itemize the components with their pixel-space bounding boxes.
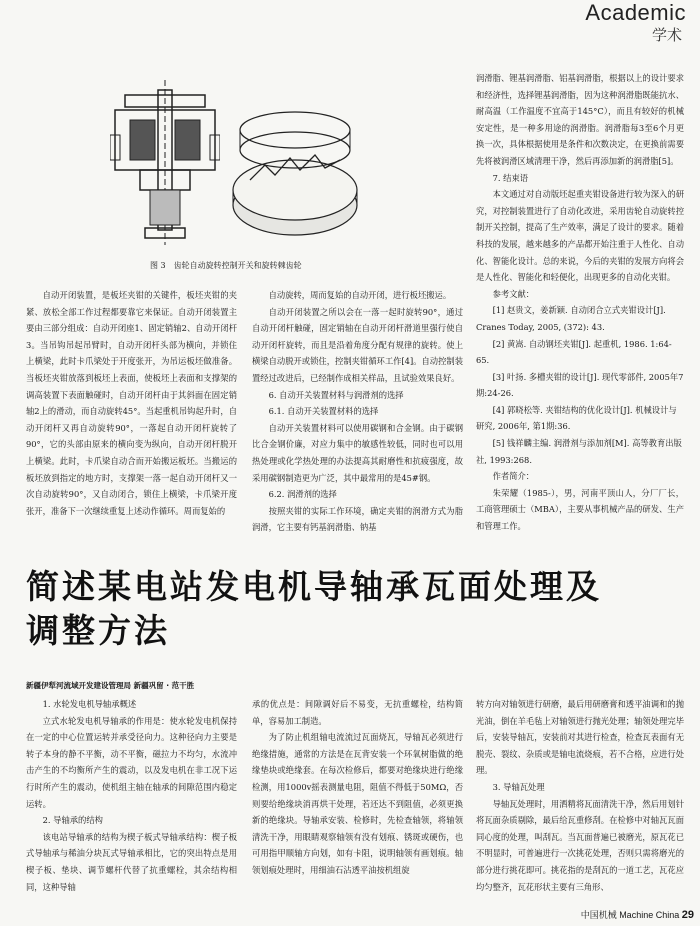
paragraph: 润滑脂、锂基润滑脂、铝基润滑脂，根据以上的设计要求和经济性，选择锂基润滑脂，因为这种润滑脂既能抗水、耐高温（工作温度不宜高于145°C），而且有较好的机械安定性，是一种多用途的润滑脂。润滑脂每3至6个月更换一次，具体根据使用是条件和次数决定，在更换前需要先将被润滑区域清理干净，然后再添加新的润滑脂[5]。 <box>476 73 684 166</box>
footer-journal: 中国机械 Machine China <box>580 910 680 920</box>
reference-item: [1] 赵贵文，姜新颖. 自动闭合立式夹钳设计[J]. Cranes Today, 2005, (372): 43. <box>476 305 666 332</box>
top-column-1 <box>26 287 237 519</box>
section-heading: 1. 水轮发电机导轴承概述 <box>42 699 137 709</box>
reference-item: [3] 叶扬. 多槽夹钳的设计[J]. 现代零部件, 2005年7期:24-26. <box>476 371 684 399</box>
paragraph: 承的优点是：间隙调好后不易变，无抗重螺栓，结构简单，容易加工制造。 <box>252 699 463 726</box>
section-heading: 2. 导轴承的结构 <box>42 815 103 826</box>
article-title <box>26 565 602 653</box>
paragraph: 本文通过对自动版坯起重夹钳设备进行较为深入的研究，对控制装置进行了自动化改进，采用齿轮自动旋转控制开关控制，提高了生产效率，满足了设计的要求。随着科技的发展，越来越多的产品都开始注重于人性化、自动化、智能化设计。总的来说，今后的夹钳的发展方向将会是人性化、智能化和轻便化，出现更多的自动化夹钳。 <box>476 189 684 283</box>
header-english: Academic <box>585 0 686 25</box>
paragraph: 转方向对轴领进行研磨，最后用研磨膏和透平油调和的抛光油，倒在羊毛毡上对轴领进行抛光处理；轴领处理完毕后，安装导轴瓦，安装前对其进行检查，检查瓦表面有无脱壳、裂纹、杂质或是轴电流烧痕，若不合格，应进行处理。 <box>476 699 684 776</box>
paragraph: 该电站导轴承的结构为楔子板式导轴承结构：楔子板式导轴承与稀油分块瓦式导轴承相比，它的突出特点是用楔子板、垫块、调节螺杆代替了抗重螺栓，其余结构相同，这种导轴 <box>26 831 237 892</box>
header-chinese: 学术 <box>651 26 682 44</box>
author-bio-heading: 作者简介： <box>492 471 535 482</box>
section-heading: 6. 自动开关装置材料与润滑剂的选择 <box>268 389 404 400</box>
section-heading: 7. 结束语 <box>492 172 529 183</box>
page-number: 29 <box>681 909 694 921</box>
author-bio: 朱荣耀（1985-），男，河南平顶山人，分厂厂长，工商管理硕士（MBA），主要从事机械产品的研发、生产和管理工作。 <box>476 487 684 532</box>
page-footer <box>581 908 694 921</box>
clamp-mechanism-drawing <box>110 80 220 250</box>
reference-item: [5] 钱祥麟主编. 润滑剂与添加剂[M]. 高等教育出版社, 1993:268. <box>476 438 682 465</box>
article-author: 新疆伊犁河流域开发建设管理局 新疆巩留 · 范干胜 <box>26 681 195 690</box>
paragraph: 立式水轮发电机导轴承的作用是：使水轮发电机保持在一定的中心位置运转并承受径向力。这种径向力主要是转子本身的静不平衡，动不平衡，磁拉力不均匀，水流冲击产生的不均衡所产生的震动，以及发电机在非工况下运行时所产生的震动，使机组主轴在轴承的间隙范围内稳定运转。 <box>26 715 237 809</box>
section-heading: 6.2. 润滑剂的选择 <box>268 489 337 500</box>
bottom-column-3 <box>476 696 684 895</box>
paragraph: 导轴瓦处理时，用洒精将瓦面清洗干净，然后用划针将瓦面杂质剔除，最后给瓦重修刮。在检修中对轴瓦瓦面同心度的处理，叫刮瓦。当瓦面普遍已被磨光，原瓦花已不明显时，可普遍进行一次挑花处理，否则只需将磨光的部分进行挑花即可。挑花指的是刮瓦的一道工艺，瓦花应均匀整齐，瓦花形状主要有三角形、 <box>476 798 684 892</box>
top-column-3 <box>476 70 684 535</box>
article-title-line-1: 简述某电站发电机导轴承瓦面处理及 <box>26 567 602 606</box>
bottom-column-1 <box>26 696 237 895</box>
references-heading: 参考文献： <box>492 288 535 299</box>
top-column-2 <box>252 287 463 536</box>
section-heading: 6.1. 自动开关装置材料的选择 <box>268 406 379 417</box>
paragraph: 按照夹钳的实际工作环境，确定夹钳的润滑方式为脂润滑，它主要有钙基润滑脂、钠基 <box>252 505 463 533</box>
section-heading: 3. 导轴瓦处理 <box>492 781 545 792</box>
reference-item: [4] 郭晓松等. 夹钳结构的优化设计[J]. 机械设计与研究, 2006年, 第1期:36. <box>476 404 677 432</box>
ratchet-gear-drawing <box>225 110 365 245</box>
paragraph: 自动旋转，周而复始的自动开闭，进行板坯搬运。 <box>268 290 452 300</box>
bottom-column-2 <box>252 696 463 879</box>
article-title-line-2: 调整方法 <box>26 611 170 650</box>
paragraph: 为了防止机组轴电流流过瓦面烧瓦，导轴瓦必须进行绝缘措施，通常的方法是在瓦背安装一个环氧树脂做的绝缘垫块或绝缘套。在每次检修后，都要对绝缘块进行绝缘检测，用1000v摇表测量电阻，阻值不得低于50MΩ，否则要给绝缘块消再烘干处理，若还达不到阻值，必须更换新的绝缘块。导轴承安装、检修时，先检查轴领，将轴领清洗干净，用眼睛观察轴领有没有划痕、锈斑或硬伤，也可用指甲顺轴方向划，如有卡阻，说明轴领有画划痕。轴领划痕处理时，用细油石沾透平油按机组旋 <box>252 732 463 875</box>
paragraph: 自动开闭装置，是板坯夹钳的关键件，板坯夹钳的夹紧、放松全部工作过程都要靠它来保证。自动开闭装置主要由三部分组成：自动开闭座1、固定销轴2、自动开闭杆3。当吊钩吊起吊臂时，自动开闭杆头部为横向，并锁住上横梁，此时卡爪梁处于开度张开，为吊运板坯做准备。当板坯夹钳放落到板坯上表面，使板坯上表面和支撑架的调高装置下表面触碰时，自动开闭杆由于其斜面在固定销轴2上的滑动，而自动旋转45°。当起重机吊钩起升时，自动开闭杆又再自动旋转90°，一落起自动开闭杆旋转了90°，它的头部由原来的横向变为纵向，自动开闭杆脱开上横梁。此时，卡爪梁自动合而开始搬运板坯。当搬运的板坯放到指定的地方时，支撑架一落一起自动开闭杆又一次自动旋转90°，又自动闭合，锁住上横梁，卡爪梁开度张开，准备下一次继续重复上述动作循环。周而复始的 <box>26 290 237 516</box>
paragraph: 自动开关装置材料可以使用碳钢和合金钢。由于碳钢比合金钢价廉，对应力集中的敏感性较低，同时也可以用热处理或化学热处理的办法提高其耐磨性和抗疲强度，故采用碳钢制造更为广泛，其中最常用的是45#钢。 <box>252 422 463 483</box>
reference-item: [2] 黄嵩. 自动钢坯夹钳[J]. 起重机, 1986. 1:64-65. <box>476 338 672 366</box>
paragraph: 自动开闭装置之所以会在一落一起时旋转90°，通过自动开闭杆触碰，固定销轴在自动开闭杆滑道里强行使自动开闭杆旋转，而且是沿着角度分配有规律的旋转。使上横梁自动脱开或锁住，控制夹钳循环工作[4]。自动控制装置经过改进后，已经制作成相关样品，且试验效果良好。 <box>252 306 463 383</box>
figure-caption: 图 3 齿轮自动旋转控制开关和旋转棘齿轮 <box>150 261 302 270</box>
